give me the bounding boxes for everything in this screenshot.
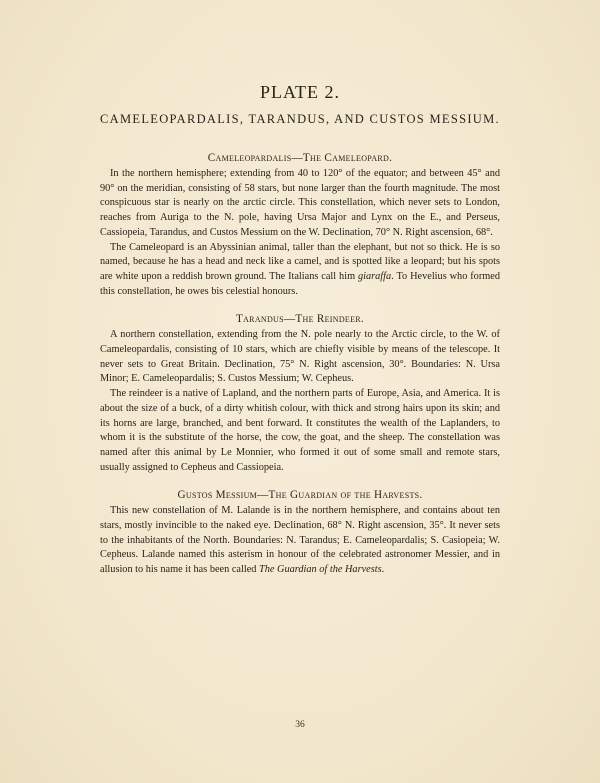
paragraph: The reindeer is a native of Lapland, and the northern parts of Europe, Asia, and America. It is about the size of a buck, of a dirty whitish colour, with thick and strong hairs upon its skin; and its horns are large, branched, and bent forward. It constitutes the wealth of the Laplanders, to whom it is the substitute of the horse, the cow, the goat, and the sheep. The constellation was named after this animal by Le Monnier, who formed it out of some small and remote stars, usually assigned to Cepheus and Cassiopeia. [100, 388, 500, 473]
plate-subtitle: CAMELEOPARDALIS, TARANDUS, AND CUSTOS MESSIUM. [100, 112, 500, 126]
section-heading: Cameleopardalis—The Cameleopard. [207, 152, 393, 164]
page-body [100, 152, 500, 592]
section-cameleopardalis [100, 152, 500, 299]
section-custos-messium [100, 489, 500, 578]
paragraph [100, 241, 500, 300]
paragraph [100, 504, 500, 578]
paragraph-text: . To Hevelius who formed this constellation, he owes bis celestial honours. [100, 270, 500, 297]
paragraph-text: This new constellation of M. Lalande is in the northern hemisphere, and contains about ten stars, mostly invincible to the naked eye. Declination, 68° N. Right ascension, 35°. It never sets to the inhabitants of the North. Boundaries: N. Tarandus; E. Cameleopardalis; S. Casiopeia; W. Cepheus. Lalande named this asterism in honour of the celebrated astronomer Messier, and in allusion to his name it has been called [100, 505, 500, 576]
paragraph: A northern constellation, extending from the N. pole nearly to the Arctic circle, to the W. of Cameleopardalis, consisting of 10 stars, which are chiefly visible by means of the telescope. It never sets to Great Britain. Declination, 75° N. Right ascension, 30°. Boundaries: N. Ursa Minor; E. Cameleopardalis; S. Custos Messium; W. Cepheus. [100, 329, 500, 385]
italic-term: The Guardian of the Harvests [259, 564, 382, 576]
section-heading: Gustos Messium—The Guardian of the Harvests. [177, 489, 423, 502]
section-heading: Tarandus—The Reindeer. [235, 313, 365, 326]
section-tarandus [100, 313, 500, 475]
italic-term: giaraffa [357, 270, 392, 282]
paragraph: In the northern hemisphere; extending from 40 to 120° of the equator; and between 45° and 90° on the meridian, consisting of 58 stars, but none larger than the fourth magnitude. The most conspicuous star is nearly on the arctic circle. This constellation, which never sets to London, reaches from Auriga to the N. pole, having Ursa Major and Lynx on the E., and Perseus, Cassiopeia, Tarandus, and Custos Messium on the W. Declination, 70° N. Right ascension, 68°. [100, 168, 500, 238]
paragraph-text: . [381, 564, 385, 576]
plate-title: PLATE 2. [260, 82, 340, 102]
page-number: 36 [295, 720, 305, 730]
paragraph-text: The Cameleopard is an Abyssinian animal, taller than the elephant, but not so thick. He is so named, because he has a head and neck like a camel, and is spotted like a leopard; but his spots are white upon a reddish brown ground. The Italians call him [100, 241, 500, 282]
